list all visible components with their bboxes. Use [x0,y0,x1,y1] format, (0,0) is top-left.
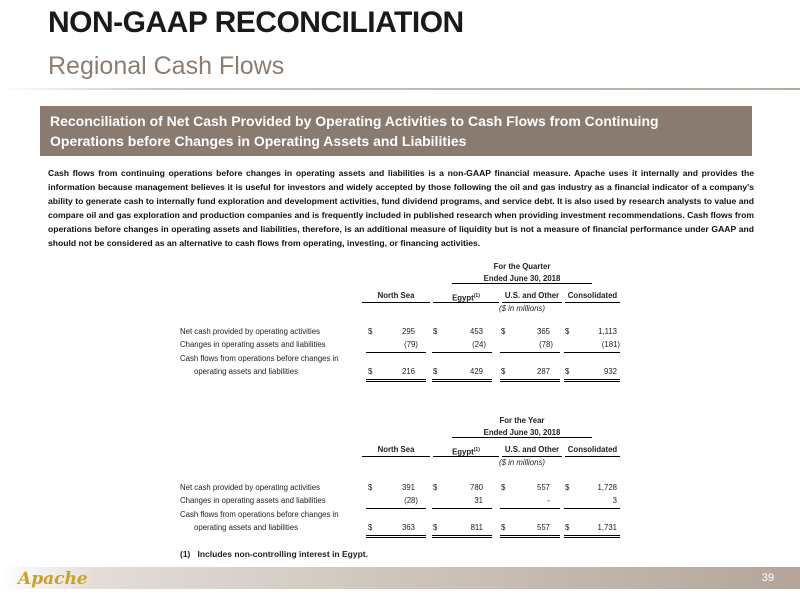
cell-consolidated: 3 [612,496,617,505]
year-units: ($ in millions) [499,458,545,467]
cell-north-sea: (79) [404,340,418,349]
cell-consolidated: 932 [603,367,617,376]
footnote-marker: (1) [180,549,191,559]
currency-symbol: $ [368,523,373,532]
total-rule [500,379,560,382]
currency-symbol: $ [565,523,570,532]
row-label: Cash flows from operations before changes in [180,354,339,363]
intro-paragraph: Cash flows from continuing operations before changes in operating assets and liabilities is a non-GAAP financial measure. Apache uses it internally and provides the information because management believes it is useful for investors and widely accepted by those following the oil and gas industry as a financial indicator of a company's ability to generate cash to internally fund exploration and development activities, fund dividend programs, and service debt. It is also used by research analysts to value and compare oil and gas exploration and production companies and is frequently included in published research when providing investment recommendations. Cash flows from operations before changes in operating assets and liabilities, therefore, is an additional measure of liquidity but is not a measure of financial performance under GAAP and should not be considered as an alternative to cash flows from operating, investing, or financing activities. [48,168,754,248]
page-number: 39 [761,572,774,584]
col-header-egypt-label: Egypt [452,293,474,303]
cell-egypt: (24) [472,340,486,349]
banner-line-1: Reconciliation of Net Cash Provided by Operating Activities to Cash Flows from Continuing [50,113,659,129]
total-rule [366,535,426,538]
table-row [180,353,620,365]
egypt-footnote-mark: (1) [473,293,480,299]
cell-us-other: 365 [536,327,550,336]
year-period-line-1: For the Year [499,416,545,425]
cell-us-other: 557 [536,483,550,492]
currency-symbol: $ [565,327,570,336]
currency-symbol: $ [433,523,438,532]
cell-north-sea: 391 [401,483,415,492]
cell-egypt: 811 [470,523,483,532]
currency-symbol: $ [433,367,438,376]
cell-consolidated: (181) [601,340,620,349]
total-rule [432,535,492,538]
cell-us-other: - [547,496,550,505]
table-row [180,366,620,378]
currency-symbol: $ [501,327,506,336]
apache-logo: Apache [18,569,88,589]
cell-egypt: 429 [469,367,483,376]
currency-symbol: $ [501,367,506,376]
footnote-text: Includes non-controlling interest in Egypt. [197,549,368,559]
page-title: NON-GAAP RECONCILIATION [48,6,464,39]
cell-consolidated: 1,731 [597,523,617,532]
footnote [180,549,368,559]
total-rule [366,379,426,382]
currency-symbol: $ [565,367,570,376]
col-header-egypt [433,444,499,457]
total-rule [432,379,492,382]
table-row [180,326,620,338]
table-row [180,522,620,534]
currency-symbol: $ [368,367,373,376]
cell-consolidated: 1,728 [597,483,617,492]
quarter-period-line-1: For the Quarter [493,262,551,271]
row-label: Cash flows from operations before changes in [180,510,339,519]
cell-north-sea: 295 [401,327,415,336]
footer-bar [0,567,800,589]
cell-us-other: (78) [539,340,553,349]
cell-north-sea: (28) [404,496,418,505]
total-rule [500,535,560,538]
cell-north-sea: 363 [401,523,415,532]
col-header-egypt [433,290,499,303]
cell-consolidated: 1,113 [598,327,617,336]
row-label: Changes in operating assets and liabilities [180,340,326,349]
cell-us-other: 557 [536,523,550,532]
currency-symbol: $ [501,523,506,532]
currency-symbol: $ [433,327,438,336]
col-header-egypt-label: Egypt [452,447,474,457]
quarter-period-line-2: Ended June 30, 2018 [452,274,592,284]
col-header-north-sea: North Sea [362,444,430,457]
table-row [180,509,620,521]
total-rule [564,379,620,382]
row-label: Net cash provided by operating activities [180,327,320,336]
section-banner [40,106,752,156]
col-header-north-sea: North Sea [362,290,430,303]
cell-us-other: 287 [536,367,550,376]
col-header-consolidated: Consolidated [565,290,620,303]
row-label: Changes in operating assets and liabilities [180,496,326,505]
table-row [180,482,620,494]
table-row [180,339,620,351]
cell-egypt: 453 [469,327,483,336]
cell-egypt: 780 [469,483,483,492]
col-header-consolidated: Consolidated [565,444,620,457]
title-divider [0,88,800,90]
cell-egypt: 31 [474,496,483,505]
currency-symbol: $ [368,483,373,492]
col-header-us-other: U.S. and Other [502,444,562,457]
page-subtitle: Regional Cash Flows [48,52,285,80]
col-header-us-other: U.S. and Other [502,290,562,303]
row-label: Net cash provided by operating activities [180,483,320,492]
row-label: operating assets and liabilities [194,523,299,532]
total-rule [564,535,620,538]
quarter-units: ($ in millions) [499,304,545,313]
currency-symbol: $ [565,483,570,492]
cell-north-sea: 216 [401,367,415,376]
currency-symbol: $ [433,483,438,492]
currency-symbol: $ [368,327,373,336]
row-label: operating assets and liabilities [194,367,299,376]
currency-symbol: $ [501,483,506,492]
banner-line-2: Operations before Changes in Operating Assets and Liabilities [50,133,467,149]
table-row [180,495,620,507]
year-period-line-2: Ended June 30, 2018 [452,428,592,438]
egypt-footnote-mark: (1) [473,447,480,453]
